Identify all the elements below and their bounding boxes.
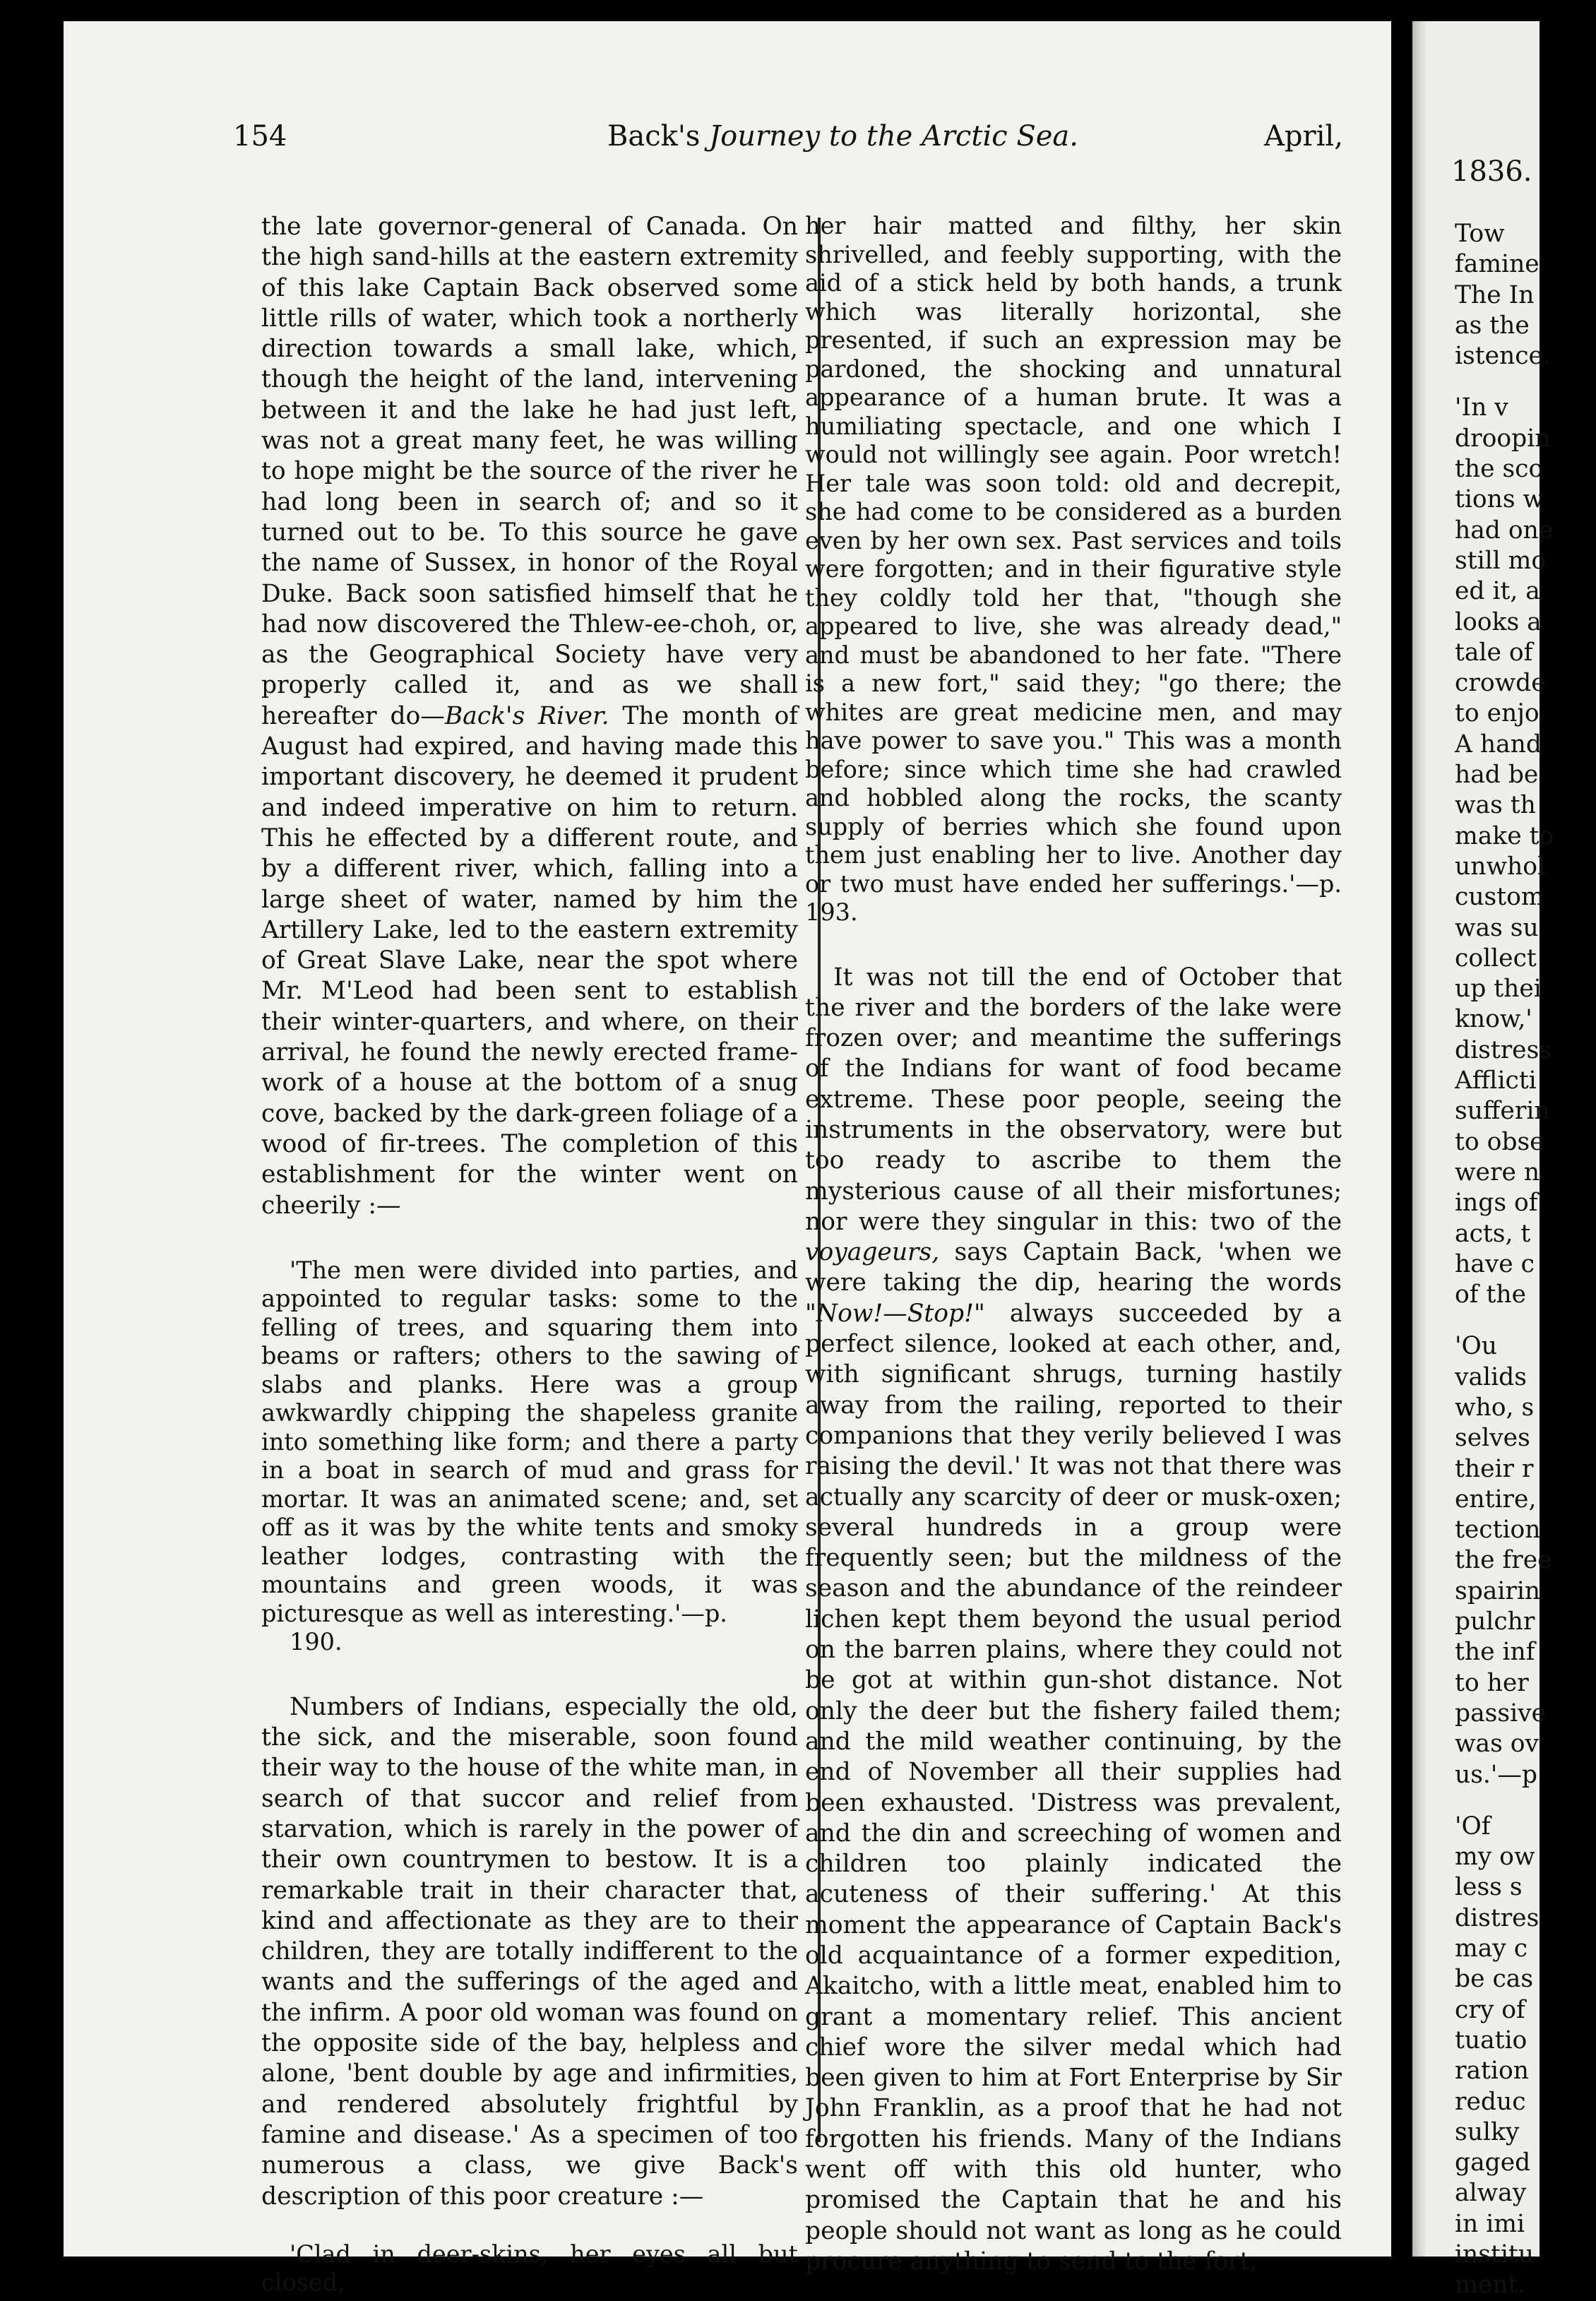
- right-page-number: 1836.: [1451, 155, 1532, 188]
- running-head: [607, 120, 1078, 153]
- right-page-line: spairin: [1455, 1576, 1541, 1605]
- right-page-line: was su: [1455, 913, 1539, 942]
- right-page-line: who, s: [1455, 1393, 1535, 1422]
- page-number: 154: [233, 120, 287, 153]
- right-page-line: to enjo: [1455, 699, 1540, 728]
- right-page-line: the inf: [1455, 1638, 1535, 1667]
- right-page-line: cry of: [1455, 1995, 1525, 2024]
- paragraph-1: [261, 212, 798, 1221]
- spacer: [261, 1657, 798, 1692]
- right-page-line: to obse: [1455, 1127, 1544, 1156]
- right-page-line: ings of: [1455, 1189, 1538, 1218]
- right-column: [805, 212, 1342, 2277]
- right-page-line: as the: [1455, 311, 1530, 340]
- running-head-month: April,: [1264, 120, 1343, 153]
- right-page-line: had be: [1455, 761, 1539, 790]
- right-page-line: know,': [1455, 1005, 1532, 1034]
- right-page-line: ed it, a: [1455, 577, 1540, 606]
- quote-1: [261, 1256, 798, 1657]
- page-gutter-shadow: [1412, 21, 1427, 2257]
- right-page-line: The In: [1455, 280, 1535, 309]
- right-page-line: distress: [1455, 1035, 1552, 1064]
- quote-1-text: 'The men were divided into parties, and appointed to regular tasks: some to the felling of trees, and squaring them into beams or rafters; others to the sawing of slabs and planks. Here was a group awkwardly chipping the shapeless granite into something like form; and there a party in a boat in search of mud and grass for mortar. It was an animated scene; and, set off as it was by the white tents and smoky leather lodges, contrasting with the mountains and green woods, it was picturesque as well as interesting.'—p.: [261, 1256, 798, 1627]
- right-page-line: was ov: [1455, 1730, 1540, 1759]
- right-page-line: their r: [1455, 1454, 1534, 1483]
- running-head-title: Journey to the Arctic Sea.: [709, 120, 1078, 153]
- right-page-line: the sco: [1455, 455, 1544, 484]
- right-page-line: collect: [1455, 944, 1537, 973]
- right-page-line: ration: [1455, 2057, 1529, 2086]
- quote-2-start: 'Clad in deer-skins, her eyes all but closed,: [261, 2240, 798, 2297]
- right-page-line: 'Ou: [1455, 1332, 1497, 1361]
- right-page-line: istence.: [1455, 342, 1551, 371]
- spacer: [261, 2212, 798, 2240]
- right-page-line: less s: [1455, 1873, 1523, 1902]
- quote-2-cont: her hair matted and filthy, her skin shrivelled, and feebly supporting, with the aid of a stick held by both hands, a trunk which was literally horizontal, she presented, if such an expression may be pardoned, the shocking and unnatural appearance of a human brute. It was a humiliating spectacle, and one which I would not willingly see again. Poor wretch! Her tale was soon told: old and decrepit, she had come to be considered as a burden even by her own sex. Past services and toils were forgotten; and in their figurative style they coldly told her that, "though she appeared to live, she was already dead," and must be abandoned to her fate. "There is a new fort," said they; "go there; the whites are great medicine men, and may have power to save you." This was a month before; since which time she had crawled and hobbled along the rocks, the scanty supply of berries which she found upon them just enabling her to live. Another day or two must have ended her sufferings.'—p. 193.: [805, 212, 1342, 926]
- paragraph-3-c: " always succeeded by a perfect silence, looked at each other, and, with significant shrugs, turning hastily away from the railing, reported to their companions that they verily believed I was raising the devil.' It was not that there was actually any scarcity of deer or musk-oxen; several hundreds in a group were frequently seen; but the mildness of the season and the abundance of the reindeer lichen kept them beyond the usual period on the barren plains, where they could not be got at within gun-shot distance. Not only the deer but the fishery failed them; and the mild weather continuing, by the end of November all their supplies had been exhausted. 'Distress was prevalent, and the din and screeching of women and children too plainly indicated the acuteness of their suffering.' At this moment the appearance of Captain Back's old acquaintance of a former expedition, Akaitcho, with a little meat, enabled him to grant a momentary relief. This ancient chief wore the silver medal which had been given to him at Fort Enterprise by Sir John Franklin, as a proof that he had not forgotten his friends. Many of the Indians went off with this old hunter, who promised the Captain that he and his people should not want as long as he could procure anything to send to the fort,: [805, 1299, 1342, 2276]
- right-page-line: entire,: [1455, 1485, 1537, 1514]
- right-page-text: [1455, 219, 1596, 2301]
- right-page-line: A hand: [1455, 730, 1542, 759]
- right-page-line: institu: [1455, 2240, 1534, 2269]
- right-page-line: [1455, 1790, 1596, 1812]
- paragraph-1-text: the late governor-general of Canada. On the high sand-hills at the eastern extremity of this lake Captain Back observed some little rills of water, which took a northerly direction towards a small lake, which, though the height of the land, intervening between it and the lake he had just left, was not a great many feet, he was willing to hope might be the source of the river he had long been in search of; and so it turned out to be. To this source he gave the name of Sussex, in honor of the Royal Duke. Back soon satisfied himself that he had now discovered the Thlew-ee-choh, or, as the Geographical Society have very properly called it, and as we shall hereafter do—: [261, 213, 798, 730]
- right-page-line: tuatio: [1455, 2026, 1527, 2055]
- right-page-line: Afflicti: [1455, 1066, 1537, 1095]
- right-page-line: crowde: [1455, 669, 1546, 698]
- right-page-line: of the: [1455, 1280, 1527, 1309]
- paragraph-3-a: It was not till the end of October that the river and the borders of the lake were frozen over; and meantime the sufferings of the Indians for want of food became extreme. These poor people, seeing the instruments in the observatory, were but too ready to ascribe to them the mysterious cause of all their misfortunes; nor were they singular in this: two of the: [805, 963, 1342, 1236]
- right-page-line: 'In v: [1455, 393, 1508, 422]
- right-page-line: sulky: [1455, 2117, 1520, 2146]
- right-page-line: droopin: [1455, 424, 1551, 453]
- right-page-line: distres: [1455, 1903, 1540, 1932]
- right-page-line: unwhol: [1455, 852, 1545, 881]
- right-page-line: Tow: [1455, 220, 1505, 248]
- quote-1-ref: 190.: [290, 1628, 343, 1656]
- paragraph-3: [805, 963, 1342, 2278]
- paragraph-1-cont: The month of August had expired, and having made this important discovery, he deemed it prudent and indeed imperative on him to return. This he effected by a different route, and by a different river, which, falling into a large sheet of water, named by him the Artillery Lake, led to the eastern extremity of Great Slave Lake, near the spot where Mr. M'Leod had been sent to establish their winter-quarters, and where, on their arrival, he found the newly erected frame-work of a house at the bottom of a snug cove, backed by the dark-green foliage of a wood of fir-trees. The completion of this establishment for the winter went on cheerily :—: [261, 701, 798, 1220]
- right-page-line: up thei: [1455, 975, 1542, 1004]
- paragraph-2: Numbers of Indians, especially the old, the sick, and the miserable, soon found their way to the house of the white man, in search of that succor and relief from starvation, which is rarely in the power of their own countrymen to bestow. It is a remarkable trait in their character that, kind and affectionate as they are to their children, they are totally indifferent to the wants and the sufferings of the aged and the infirm. A poor old woman was found on the opposite side of the bay, helpless and alone, 'bent double by age and infirmities, and rendered absolutely frightful by famine and disease.' As a specimen of too numerous a class, we give Back's description of this poor creature :—: [261, 1692, 798, 2211]
- right-page-line: [1455, 371, 1596, 393]
- right-page-line: be cas: [1455, 1965, 1534, 1994]
- right-page: [1412, 21, 1554, 2300]
- right-page-line: had one: [1455, 516, 1554, 545]
- right-page-line: alway: [1455, 2179, 1527, 2208]
- right-page-line: was th: [1455, 791, 1536, 820]
- right-page-line: valids: [1455, 1362, 1527, 1391]
- right-page-line: selves: [1455, 1424, 1530, 1453]
- paragraph-3-b: says Captain Back, 'when we were taking the dip, hearing the words ": [805, 1238, 1342, 1328]
- now-stop-italic: Now!—Stop!: [816, 1299, 974, 1328]
- right-page-line: make to: [1455, 821, 1554, 850]
- right-page-line: 'Of: [1455, 1812, 1491, 1841]
- right-page-line: tale of: [1455, 638, 1533, 667]
- right-page-line: still mo: [1455, 546, 1547, 575]
- spacer: [805, 927, 1342, 963]
- right-page-line: sufferin: [1455, 1097, 1550, 1126]
- right-page-line: ment.: [1455, 2271, 1526, 2300]
- running-head-author: Back's: [607, 120, 710, 153]
- right-page-line: to her: [1455, 1668, 1529, 1697]
- right-page-line: my ow: [1455, 1843, 1535, 1872]
- right-page-line: passive: [1455, 1699, 1547, 1728]
- spacer: [261, 1221, 798, 1256]
- voyageurs-italic: voyageurs,: [805, 1238, 940, 1267]
- right-page-line: tions w: [1455, 485, 1544, 514]
- right-page-line: pulchr: [1455, 1607, 1535, 1636]
- right-page-line: looks a: [1455, 607, 1542, 636]
- right-page-line: famine: [1455, 250, 1540, 279]
- right-page-line: tection: [1455, 1516, 1541, 1545]
- right-page-line: may c: [1455, 1934, 1528, 1963]
- right-page-line: [1455, 1310, 1596, 1331]
- right-page-line: in imi: [1455, 2209, 1525, 2238]
- right-page-line: have c: [1455, 1249, 1535, 1278]
- right-page-line: the free: [1455, 1546, 1552, 1575]
- right-page-line: us.'—p: [1455, 1760, 1537, 1789]
- right-page-line: custom: [1455, 883, 1544, 912]
- right-page-line: reduc: [1455, 2087, 1526, 2116]
- right-page-line: acts, t: [1455, 1219, 1531, 1248]
- backs-river-italic: Back's River.: [444, 701, 609, 730]
- right-page-line: gaged: [1455, 2148, 1531, 2177]
- right-page-line: were n: [1455, 1158, 1540, 1187]
- left-column: [261, 212, 798, 2297]
